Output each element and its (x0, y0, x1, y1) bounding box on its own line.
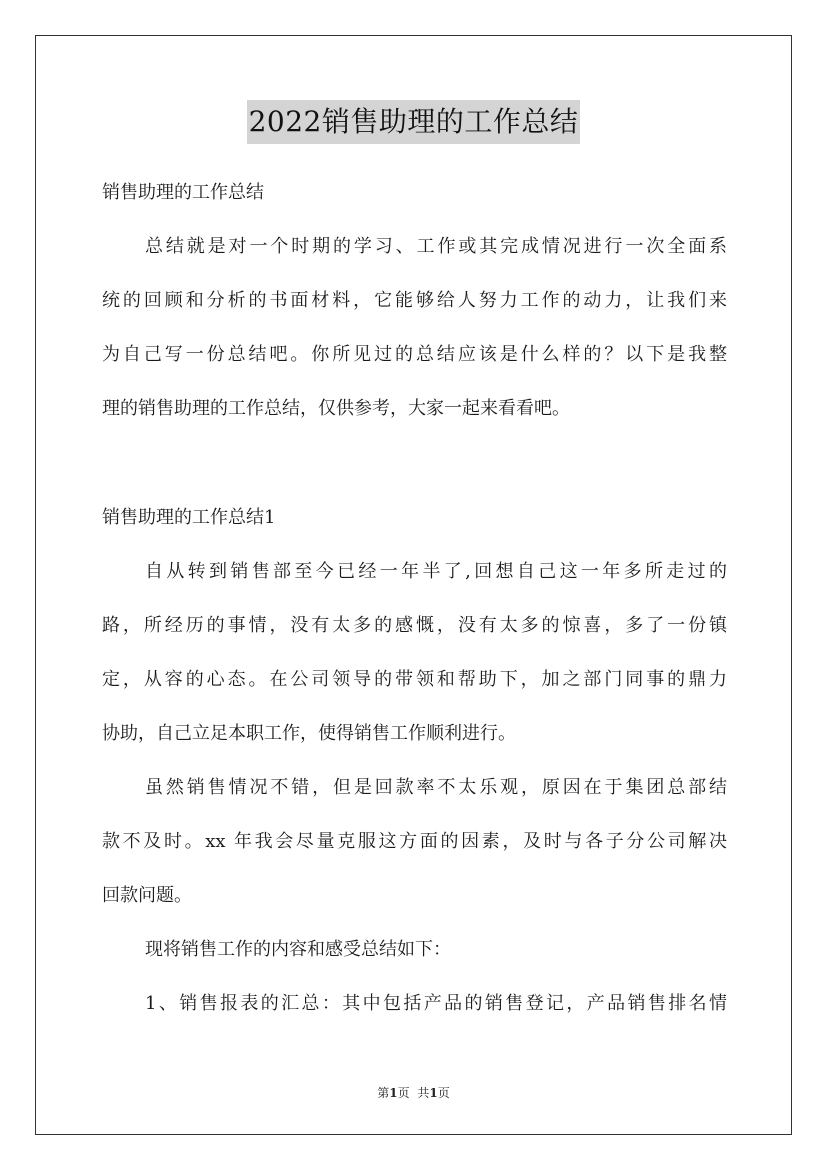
para1-line-4: 协助，自己立足本职工作，使得销售工作顺利进行。 (102, 723, 516, 744)
document-title: 2022销售助理的工作总结 (247, 100, 581, 144)
para1-line-3: 定，从容的心态。在公司领导的带领和帮助下，加之部门同事的鼎力 (102, 669, 727, 690)
footer-page-number: 1 (389, 1086, 398, 1100)
para2-line-1: 虽然销售情况不错，但是回款率不太乐观，原因在于集团总部结 (145, 777, 727, 798)
para2-line-2: 款不及时。xx 年我会尽量克服这方面的因素，及时与各子分公司解决 (102, 831, 727, 852)
subheading: 销售助理的工作总结 (102, 182, 264, 203)
intro-line-1: 总结就是对一个时期的学习、工作或其完成情况进行一次全面系 (145, 236, 727, 257)
para1-line-2: 路，所经历的事情，没有太多的感慨，没有太多的惊喜，多了一份镇 (102, 615, 727, 636)
intro-line-3: 为自己写一份总结吧。你所见过的总结应该是什么样的？以下是我整 (102, 344, 727, 365)
para2-line-3: 回款问题。 (102, 885, 192, 906)
title-block (0, 100, 827, 144)
para1-line-1: 自从转到销售部至今已经一年半了,回想自己这一年多所走过的 (145, 561, 727, 582)
footer-prefix: 第 (377, 1086, 390, 1100)
footer-total-number: 1 (429, 1086, 438, 1100)
intro-line-4: 理的销售助理的工作总结，仅供参考，大家一起来看看吧。 (102, 398, 570, 419)
para3-line: 现将销售工作的内容和感受总结如下： (145, 939, 451, 960)
page-footer (0, 1085, 827, 1101)
section-heading: 销售助理的工作总结1 (102, 507, 276, 528)
footer-total-prefix: 共 (417, 1086, 430, 1100)
para4-line-1: 1、销售报表的汇总：其中包括产品的销售登记，产品销售排名情 (145, 993, 727, 1014)
intro-line-2: 统的回顾和分析的书面材料，它能够给人努力工作的动力，让我们来 (102, 290, 727, 311)
footer-total-suffix: 页 (437, 1086, 450, 1100)
footer-page-suffix: 页 (397, 1086, 410, 1100)
